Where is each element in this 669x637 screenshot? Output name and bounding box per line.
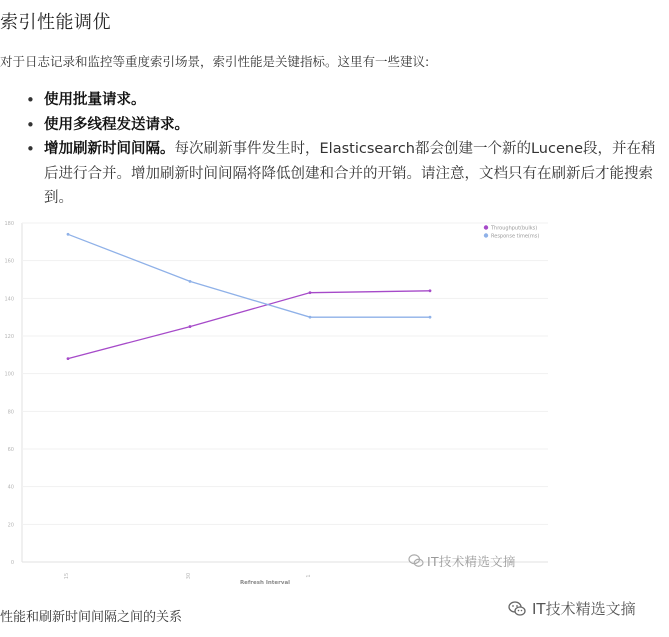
x-tick-label: 30 [186, 572, 192, 580]
legend-label: Response time(ms) [491, 233, 540, 240]
account-watermark-text: IT技术精选文摘 [532, 600, 636, 618]
wechat-icon [408, 554, 424, 568]
data-point [189, 325, 192, 328]
data-point [309, 316, 312, 319]
y-tick-label: 20 [7, 522, 14, 529]
x-tick-label: 15 [64, 572, 70, 580]
legend-label: Throughput(bulks) [491, 225, 538, 232]
y-tick-label: 60 [7, 447, 14, 453]
tip-bold: 使用多线程发送请求。 [44, 116, 189, 133]
tip-bold: 增加刷新时间间隔。 [44, 141, 175, 157]
y-tick-label: 40 [7, 484, 14, 491]
figure-caption: 性能和刷新时间间隔之间的关系 [0, 610, 183, 625]
y-tick-label: 160 [4, 258, 14, 265]
legend-swatch [484, 233, 488, 237]
tip-item [26, 137, 656, 211]
tip-bold: 使用批量请求。 [44, 92, 146, 108]
series-line [68, 234, 430, 317]
chart-watermark [408, 552, 516, 570]
chart-watermark-text: IT技术精选文摘 [427, 554, 516, 569]
data-point [67, 357, 70, 360]
y-tick-label: 180 [4, 221, 14, 227]
y-tick-label: 0 [10, 560, 14, 566]
x-axis-label: Refresh Interval [239, 580, 291, 586]
y-tick-label: 120 [4, 334, 14, 340]
data-point [309, 291, 312, 294]
data-point [429, 316, 432, 319]
intro-paragraph: 对于日志记录和监控等重度索引场景，索引性能是关键指标。这里有一些建议: [0, 54, 430, 69]
tip-item [26, 88, 656, 113]
account-watermark [508, 598, 636, 619]
data-point [189, 280, 192, 283]
data-point [429, 289, 432, 292]
legend-swatch [484, 225, 488, 229]
x-tick-label: 1 [306, 574, 312, 578]
performance-chart [0, 217, 550, 587]
wechat-icon [508, 601, 526, 617]
section-heading: 索引性能调优 [0, 12, 111, 33]
line-chart-svg [0, 217, 550, 587]
tips-list [26, 88, 656, 211]
y-tick-label: 140 [4, 296, 14, 303]
tip-item [26, 113, 656, 138]
data-point [67, 233, 70, 236]
tip-text: 每次刷新事件发生时，Elasticsearch都会创建一个新的Lucene段，并在稍后进行合并。增加刷新时间间隔将降低创建和合并的开销。请注意，文档只有在刷新后才能搜索到。 [44, 141, 656, 206]
series-line [68, 291, 430, 359]
y-tick-label: 80 [7, 409, 14, 416]
y-tick-label: 100 [4, 371, 14, 378]
